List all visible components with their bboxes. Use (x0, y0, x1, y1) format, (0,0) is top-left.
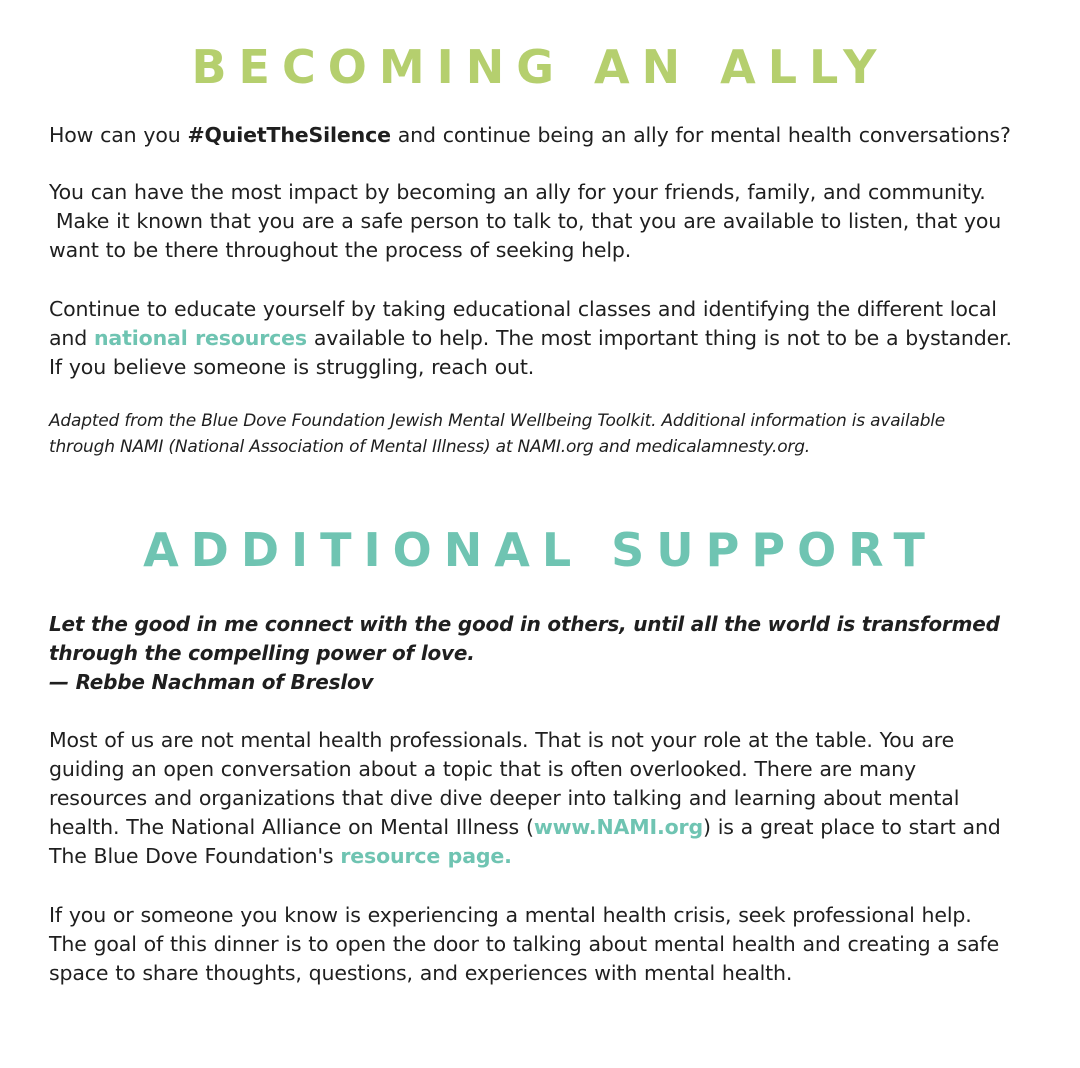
becoming-an-ally-heading: BECOMING AN ALLY (191, 40, 889, 94)
rebbe-nachman-quote (49, 610, 1059, 697)
national-resources-link[interactable]: national resources (93, 326, 307, 350)
nami-website-link[interactable]: www.NAMI.org (533, 815, 704, 839)
impact-line: You can have the most impact by becoming an ally for your friends, family, and community. (49, 180, 986, 204)
resource-page-link[interactable]: resource page. (340, 844, 512, 868)
credit-line: through NAMI (National Association of Mental Illness) at NAMI.org and medicalamnesty.org. (49, 437, 810, 457)
resource-text-before: The Blue Dove Foundation's (49, 844, 341, 868)
nami-text-after: ) is a great place to start and (703, 815, 1001, 839)
professionals-line: Most of us are not mental health professionals. That is not your role at the table. You are (49, 728, 955, 752)
credit-line: Adapted from the Blue Dove Foundation Jewish Mental Wellbeing Toolkit. Additional information is available (49, 411, 946, 431)
educate-text-before: and (49, 326, 94, 350)
crisis-line: If you or someone you know is experiencing a mental health crisis, seek professional help. (49, 903, 972, 927)
professionals-line (49, 813, 1059, 842)
ally-educate-paragraph (49, 295, 1059, 382)
nami-text-before: health. The National Alliance on Mental Illness ( (49, 815, 534, 839)
educate-text-after: available to help. The most important thing is not to be a bystander. (306, 326, 1012, 350)
crisis-line: space to share thoughts, questions, and experiences with mental health. (49, 961, 793, 985)
impact-line: Make it known that you are a safe person to talk to, that you are available to listen, that you (49, 209, 1002, 233)
impact-line: want to be there throughout the process of seeking help. (49, 238, 632, 262)
professionals-paragraph (49, 726, 1059, 871)
ally-impact-paragraph (49, 178, 1059, 265)
crisis-line: The goal of this dinner is to open the door to talking about mental health and creating a safe (49, 932, 1000, 956)
source-credit (49, 408, 1059, 460)
educate-line: If you believe someone is struggling, reach out. (49, 355, 535, 379)
professionals-line: guiding an open conversation about a topic that is often overlooked. There are many (49, 757, 917, 781)
intro-text-before: How can you (49, 123, 188, 147)
crisis-paragraph (49, 901, 1059, 988)
quote-attribution: — Rebbe Nachman of Breslov (49, 670, 374, 694)
professionals-line (49, 842, 1059, 871)
educate-line (49, 324, 1059, 353)
ally-intro-paragraph (49, 121, 1059, 150)
quote-line: Let the good in me connect with the good in others, until all the world is transformed (49, 612, 1000, 636)
additional-support-heading: ADDITIONAL SUPPORT (143, 523, 937, 577)
quote-line: through the compelling power of love. (49, 641, 475, 665)
educate-line: Continue to educate yourself by taking educational classes and identifying the different local (49, 297, 997, 321)
professionals-line: resources and organizations that dive dive deeper into talking and learning about mental (49, 786, 960, 810)
intro-text-after: and continue being an ally for mental health conversations? (390, 123, 1011, 147)
quiet-the-silence-hashtag: #QuietTheSilence (187, 123, 391, 147)
